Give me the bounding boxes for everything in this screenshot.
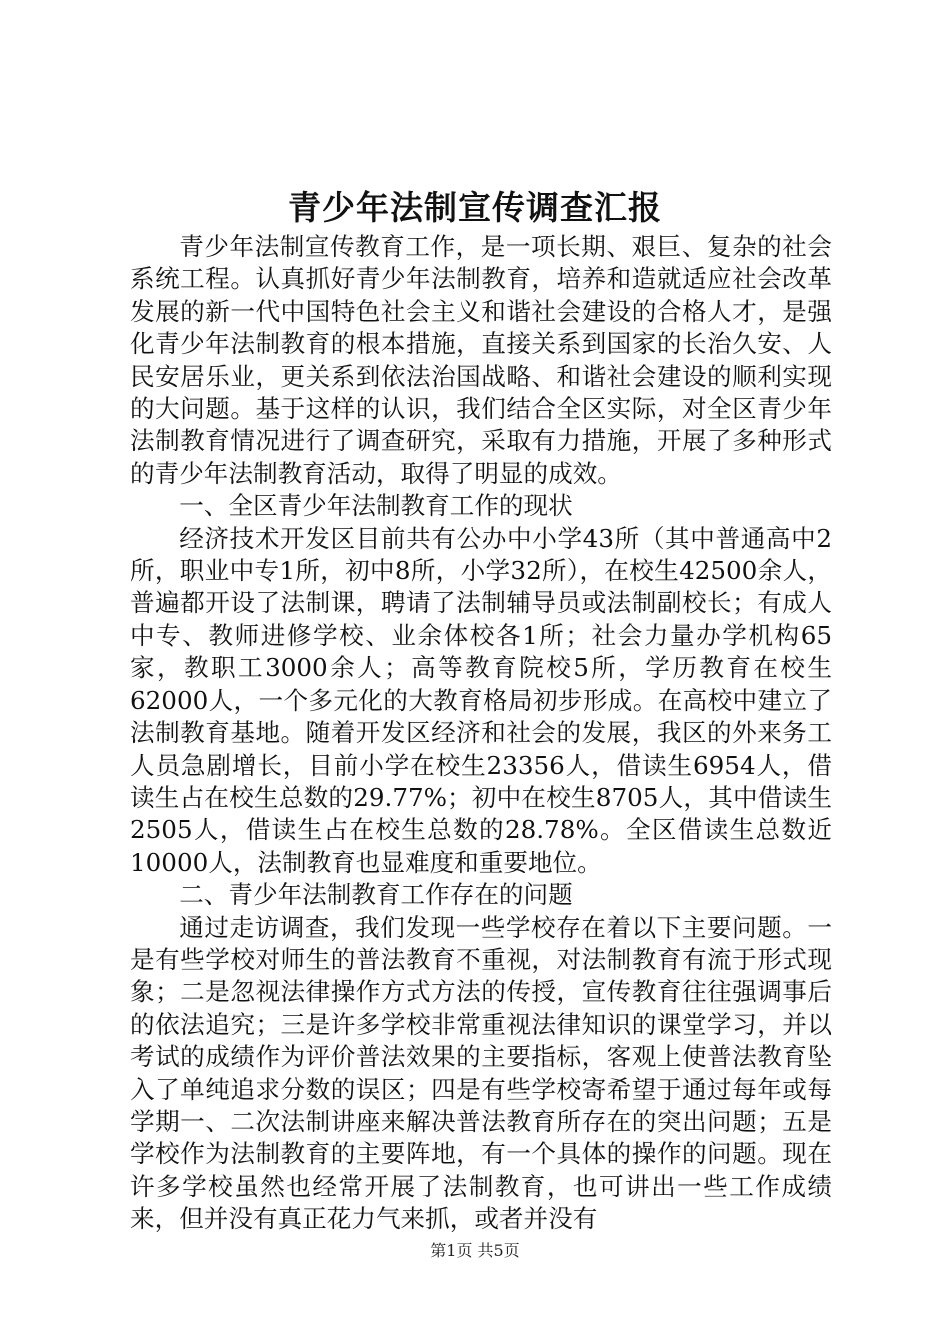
paragraph-problems: 通过走访调查，我们发现一些学校存在着以下主要问题。一是有些学校对师生的普法教育不重视，对法制教育有流于形式现象；二是忽视法律操作方式方法的传授，宣传教育往往强调事后的依法追究；三是许多学校非常重视法律知识的课堂学习，并以考试的成绩作为评价普法效果的主要指标，客观上使普法教育坠入了单纯追求分数的误区；四是有些学校寄希望于通过每年或每学期一、二次法制讲座来解决普法教育所存在的突出问题；五是学校作为法制教育的主要阵地，有一个具体的操作的问题。现在许多学校虽然也经常开展了法制教育，也可讲出一些工作成绩来，但并没有真正花力气来抓，或者并没有 [130, 912, 832, 1234]
document-body [130, 231, 832, 1236]
document-title: 青少年法制宣传调查汇报 [288, 188, 662, 227]
paragraph-intro: 青少年法制宣传教育工作，是一项长期、艰巨、复杂的社会系统工程。认真抓好青少年法制教育，培养和造就适应社会改革发展的新一代中国特色社会主义和谐社会建设的合格人才，是强化青少年法制教育的根本措施，直接关系到国家的长治久安、人民安居乐业，更关系到依法治国战略、和谐社会建设的顺利实现的大问题。基于这样的认识，我们结合全区实际，对全区青少年法制教育情况进行了调查研究，采取有力措施，开展了多种形式的青少年法制教育活动，取得了明显的成效。 [130, 232, 832, 488]
section-heading-2: 二、青少年法制教育工作存在的问题 [179, 880, 573, 910]
section-heading-1: 一、全区青少年法制教育工作的现状 [179, 491, 573, 521]
page-footer: 第1页 共5页 [430, 1241, 520, 1260]
paragraph-status: 经济技术开发区目前共有公办中小学43所（其中普通高中2所，职业中专1所，初中8所，小学32所），在校生42500余人，普遍都开设了法制课，聘请了法制辅导员或法制副校长；有成人中专、教师进修学校、业余体校各1所；社会力量办学机构65家，教职工3000余人；高等教育院校5所，学历教育在校生62000人，一个多元化的大教育格局初步形成。在高校中建立了法制教育基地。随着开发区经济和社会的发展，我区的外来务工人员急剧增长，目前小学在校生23356人，借读生6954人，借读生占在校生总数的29.77%；初中在校生8705人，其中借读生2505人，借读生占在校生总数的28.78%。全区借读生总数近10000人，法制教育也显难度和重要地位。 [130, 523, 832, 877]
